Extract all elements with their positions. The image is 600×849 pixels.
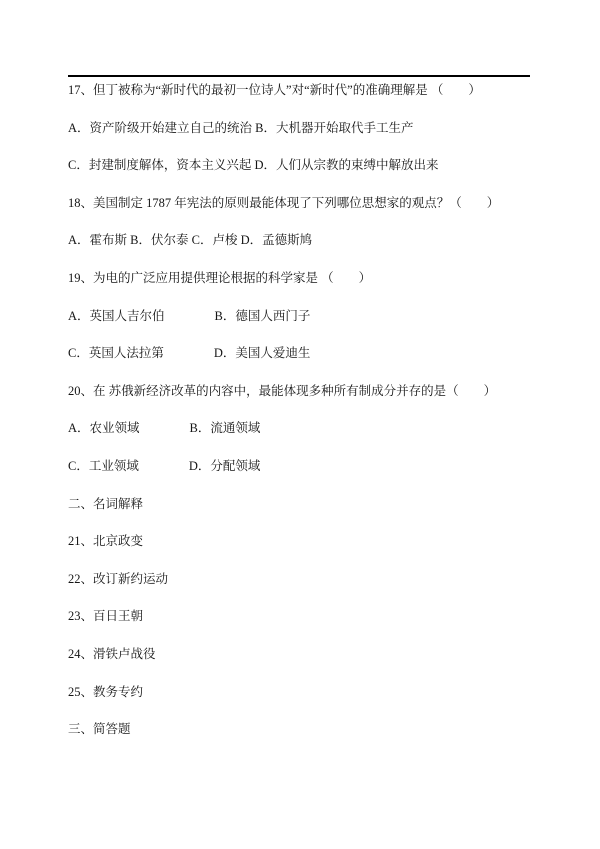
question-20-options-cd: C．工业领域 D．分配领域: [68, 458, 261, 473]
question-18-options: A．霍布斯 B．伏尔泰 C．卢梭 D．孟德斯鸠: [68, 233, 313, 248]
question-21: 21、北京政变: [68, 534, 144, 549]
question-25: 25、教务专约: [68, 684, 144, 699]
question-17-options-ab: A．资产阶级开始建立自己的统治 B．大机器开始取代手工生产: [68, 120, 414, 135]
exam-content: [68, 72, 540, 749]
question-19-options-cd: C．英国人法拉第 D．美国人爱迪生: [68, 346, 311, 361]
question-17-stem: 17、但丁被称为“新时代的最初一位诗人”对“新时代”的准确理解是 （ ）: [68, 83, 481, 97]
question-22: 22、改订新约运动: [68, 571, 169, 586]
section-3-heading: 三、简答题: [68, 722, 131, 737]
question-17-options-cd: C．封建制度解体，资本主义兴起 D．人们从宗教的束缚中解放出来: [68, 158, 439, 173]
question-23: 23、百日王朝: [68, 609, 144, 624]
question-19-options-ab: A．英国人吉尔伯 B．德国人西门子: [68, 308, 311, 323]
question-24: 24、滑铁卢战役: [68, 646, 156, 661]
question-18-stem: 18、美国制定 1787 年宪法的原则最能体现了下列哪位思想家的观点？（ ）: [68, 195, 500, 210]
section-2-heading: 二、名词解释: [68, 496, 144, 511]
question-20-options-ab: A．农业领域 B．流通领域: [68, 421, 261, 436]
question-20-stem: 20、在 苏俄新经济改革的内容中，最能体现多种所有制成分并存的是（ ）: [68, 383, 497, 398]
question-19-stem: 19、为电的广泛应用提供理论根据的科学家是 （ ）: [68, 270, 372, 285]
